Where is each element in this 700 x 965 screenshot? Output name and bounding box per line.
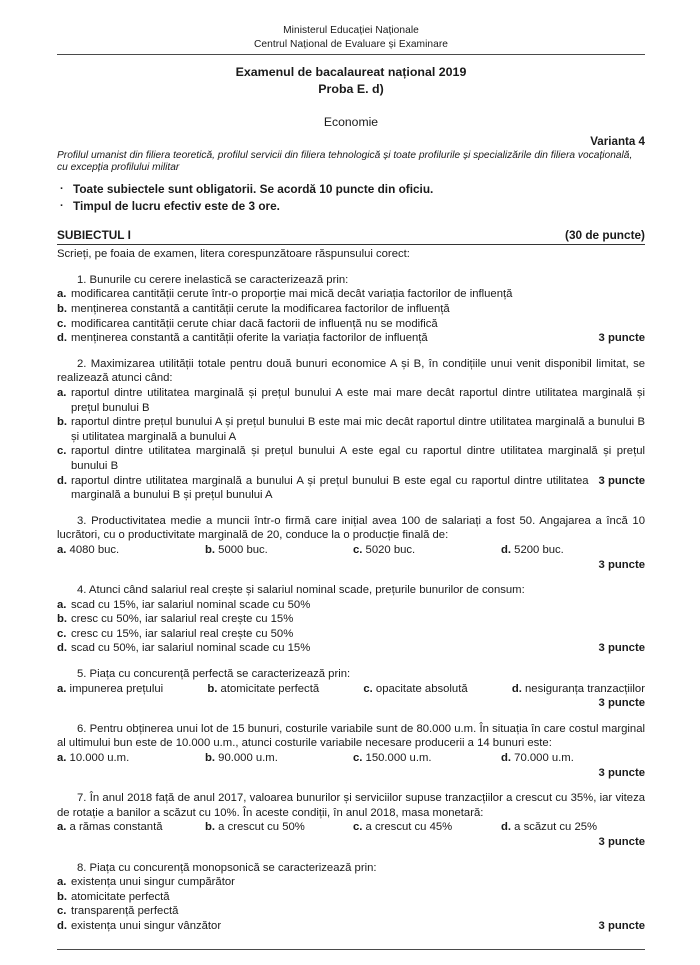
- option-letter: c.: [353, 821, 363, 834]
- points-label: 3 puncte: [598, 919, 645, 932]
- option-text: raportul dintre prețul bunului A și prețul bunului B este mai mic decât raportul dintre utilitatea marginală a bunului B și utilitatea marginală a bunului A: [71, 416, 645, 443]
- points-label: 3 puncte: [598, 642, 645, 655]
- option-text: 150.000 u.m.: [362, 752, 432, 765]
- answer-option[interactable]: [57, 331, 645, 346]
- answer-option[interactable]: [501, 751, 649, 766]
- option-label: scad cu 50%, iar salariul nominal scade cu 15%: [71, 642, 311, 655]
- points-label: 3 puncte: [598, 766, 645, 779]
- option-letter: b.: [57, 416, 68, 429]
- bullet-icon: ·: [60, 182, 64, 195]
- option-text: atomicitate perfectă: [71, 890, 170, 903]
- option-letter: d.: [501, 752, 512, 765]
- option-letter: c.: [363, 682, 373, 695]
- question-stem: 6. Pentru obținerea unui lot de 15 bunuri, costurile variabile sunt de 80.000 u.m. În situația în care costul marginal al ultimului bun este de 10.000 u.m., atunci costurile variabile necesare producerii a 14 bunuri este:: [57, 722, 645, 750]
- question-stem: 8. Piața cu concurență monopsonică se caracterizează prin:: [77, 861, 377, 874]
- option-text: menținerea constantă a cantității cerute la modificarea factorilor de influență: [71, 303, 450, 315]
- option-text: 10.000 u.m.: [66, 752, 130, 765]
- subject-points: (30 de puncte): [565, 227, 645, 242]
- instruction-text: Timpul de lucru efectiv este de 3 ore.: [73, 198, 280, 213]
- option-text: a crescut cu 45%: [362, 821, 453, 834]
- points-label: 3 puncte: [598, 836, 645, 848]
- exam-instructions-list: [57, 181, 645, 215]
- option-text: existența unui singur cumpărător: [71, 876, 235, 889]
- option-letter: a.: [57, 682, 67, 695]
- option-letter: b.: [57, 613, 68, 626]
- option-letter: d.: [511, 682, 522, 695]
- answer-option[interactable]: [57, 904, 645, 919]
- option-letter: d.: [501, 543, 512, 556]
- option-letter: b.: [205, 821, 216, 834]
- answer-option[interactable]: [57, 890, 645, 905]
- option-letter: d.: [57, 332, 68, 345]
- option-letter: c.: [57, 905, 67, 918]
- option-text: scad cu 15%, iar salariul nominal scade cu 50%: [71, 598, 311, 611]
- answer-option[interactable]: [57, 444, 645, 473]
- option-text: 90.000 u.m.: [215, 752, 278, 765]
- option-letter: d.: [501, 821, 512, 834]
- option-text: a crescut cu 50%: [215, 821, 305, 834]
- points-label: 3 puncte: [598, 558, 645, 571]
- option-letter: a.: [57, 821, 67, 834]
- subject-name: Economie: [323, 115, 379, 129]
- questions-container: [57, 273, 645, 934]
- option-label: existența unui singur vânzător: [71, 919, 222, 932]
- answer-option[interactable]: [353, 543, 501, 558]
- option-letter: a.: [57, 543, 67, 556]
- option-letter: c.: [57, 317, 67, 330]
- option-letter: b.: [207, 682, 218, 695]
- list-item: [57, 181, 645, 198]
- question-stem: 7. În anul 2018 față de anul 2017, valoarea bunurilor și serviciilor supuse tranzacțiilor a crescut cu 35%, iar viteza de rotație a banilor a scăzut cu 10%. În aceste condiții, în anul 2018, masa monetară:: [57, 792, 645, 819]
- option-text: cresc cu 15%, iar salariul real crește cu 50%: [71, 627, 294, 640]
- answer-option[interactable]: [57, 317, 645, 332]
- question-block: [57, 514, 645, 572]
- option-text: a rămas constantă: [66, 821, 163, 834]
- instruction-text: Toate subiectele sunt obligatorii. Se acordă 10 puncte din oficiu.: [73, 181, 434, 196]
- option-text: [71, 919, 645, 934]
- list-item: [57, 198, 645, 215]
- option-text: a scăzut cu 25%: [511, 821, 598, 834]
- subject-title: SUBIECTUL I: [57, 227, 131, 242]
- question-stem: 4. Atunci când salariul real crește și salariul nominal scade, prețurile bunurilor de consum:: [77, 584, 525, 597]
- exam-title-line-2: Proba E. d): [318, 81, 384, 96]
- option-label: menținerea constantă a cantității oferite la variația factorilor de influență: [71, 332, 428, 345]
- answer-option[interactable]: [57, 641, 645, 656]
- answer-option[interactable]: [512, 682, 645, 697]
- bullet-icon: ·: [60, 199, 64, 212]
- answer-option[interactable]: [57, 302, 645, 317]
- answer-option[interactable]: [57, 386, 645, 415]
- option-letter: a.: [57, 752, 67, 765]
- question-block: [57, 791, 645, 849]
- answer-option[interactable]: [57, 415, 645, 444]
- option-text: cresc cu 50%, iar salariul real crește cu 15%: [71, 613, 294, 626]
- answer-option[interactable]: [353, 820, 501, 835]
- answer-option[interactable]: [501, 820, 649, 835]
- answer-option[interactable]: [205, 543, 353, 558]
- question-block: [57, 667, 645, 711]
- answer-option-row: [57, 682, 645, 697]
- answer-option[interactable]: [57, 287, 645, 302]
- option-letter: b.: [57, 303, 68, 315]
- option-label: raportul dintre utilitatea marginală a bunului A și prețul bunului B este egal cu raportul dintre utilitatea marginală a bunului B și prețul bunului A: [71, 474, 589, 502]
- points-label: 3 puncte: [598, 332, 645, 345]
- option-text: 4080 buc.: [66, 543, 120, 556]
- answer-option[interactable]: [57, 875, 645, 890]
- question-block: [57, 357, 645, 503]
- answer-option[interactable]: [207, 682, 319, 697]
- option-text: [71, 331, 645, 346]
- answer-option[interactable]: [363, 682, 467, 697]
- option-text: 5200 buc.: [511, 543, 564, 556]
- option-text: [71, 474, 645, 503]
- answer-option[interactable]: [57, 682, 163, 697]
- option-letter: c.: [353, 752, 363, 765]
- ministry-line-2: Centrul Național de Evaluare și Examinare: [253, 38, 448, 50]
- answer-option[interactable]: [501, 543, 649, 558]
- answer-option[interactable]: [57, 598, 645, 613]
- footer-divider: [57, 949, 645, 950]
- option-text: opacitate absolută: [372, 682, 468, 695]
- answer-option[interactable]: [57, 543, 205, 558]
- question-stem: 2. Maximizarea utilității totale pentru două bunuri economice A și B, în condițiile unui venit disponibil limitat, se realizează atunci când:: [57, 357, 645, 385]
- ministry-header: [57, 0, 645, 51]
- answer-option-row: [57, 543, 645, 558]
- option-letter: a.: [57, 386, 67, 399]
- subject-heading: [57, 228, 645, 245]
- option-letter: d.: [57, 919, 68, 932]
- question-block: [57, 722, 645, 780]
- option-text: 70.000 u.m.: [511, 752, 574, 765]
- page-content: [57, 0, 645, 955]
- option-letter: c.: [57, 445, 67, 458]
- points-label: 3 puncte: [598, 697, 645, 710]
- answer-option[interactable]: [353, 751, 501, 766]
- question-stem: 3. Productivitatea medie a muncii într-o firmă care inițial avea 100 de salariați a fost 50. Angajarea a încă 10 lucrători, cu o productivitate marginală de 20, conduce la o producție finală de:: [57, 514, 645, 542]
- profile-note: Profilul umanist din filiera teoretică, profilul servicii din filiera tehnologică și toate profilurile și specializările din filiera vocațională, cu excepția profilului militar: [57, 150, 633, 174]
- option-text: transparență perfectă: [71, 905, 179, 918]
- option-text: 5020 buc.: [362, 543, 416, 556]
- option-letter: c.: [353, 543, 363, 556]
- variant-label: Varianta 4: [590, 135, 645, 148]
- answer-instruction: Scrieți, pe foaia de examen, litera corespunzătoare răspunsului corect:: [57, 247, 410, 260]
- ministry-line-1: Ministerul Educației Naționale: [283, 25, 419, 36]
- option-letter: c.: [57, 627, 67, 640]
- answer-option[interactable]: [205, 820, 353, 835]
- option-text: raportul dintre utilitatea marginală și prețul bunului A este egal cu raportul dintre utilitatea marginală și prețul bunului B: [71, 445, 645, 472]
- option-text: modificarea cantității cerute chiar dacă factorii de influență nu se modifică: [71, 317, 438, 330]
- option-text: atomicitate perfectă: [217, 682, 320, 695]
- option-letter: b.: [205, 752, 216, 765]
- header-divider: [57, 54, 645, 55]
- option-letter: d.: [57, 474, 68, 487]
- answer-option[interactable]: [57, 751, 205, 766]
- answer-option-row: [57, 820, 645, 835]
- option-text: [71, 641, 645, 656]
- question-stem: 1. Bunurile cu cerere inelastică se caracterizează prin:: [77, 273, 349, 286]
- points-label: 3 puncte: [598, 474, 645, 487]
- exam-title: [57, 64, 645, 97]
- answer-option[interactable]: [205, 751, 353, 766]
- answer-option[interactable]: [57, 612, 645, 627]
- answer-option[interactable]: [57, 474, 645, 503]
- option-text: impunerea prețului: [66, 682, 164, 695]
- option-text: raportul dintre utilitatea marginală și prețul bunului A este mai mare decât raportul dintre utilitatea marginală și prețul bunului B: [71, 386, 645, 414]
- option-text: modificarea cantității cerute într-o proporție mai mică decât variația factorilor de influență: [71, 288, 513, 301]
- answer-option-row: [57, 751, 645, 766]
- option-text: nesiguranța tranzacțiilor: [521, 682, 645, 695]
- option-letter: a.: [57, 288, 67, 301]
- question-block: [57, 861, 645, 934]
- option-letter: a.: [57, 876, 67, 889]
- option-letter: d.: [57, 642, 68, 655]
- option-letter: b.: [205, 543, 216, 556]
- question-block: [57, 583, 645, 656]
- option-letter: b.: [57, 890, 68, 903]
- answer-option[interactable]: [57, 919, 645, 934]
- option-letter: a.: [57, 598, 67, 611]
- exam-title-line-1: Examenul de bacalaureat național 2019: [235, 65, 467, 79]
- question-stem: 5. Piața cu concurență perfectă se caracterizează prin:: [77, 668, 351, 681]
- option-text: 5000 buc.: [215, 543, 268, 556]
- answer-option[interactable]: [57, 820, 205, 835]
- question-block: [57, 273, 645, 346]
- answer-option[interactable]: [57, 627, 645, 642]
